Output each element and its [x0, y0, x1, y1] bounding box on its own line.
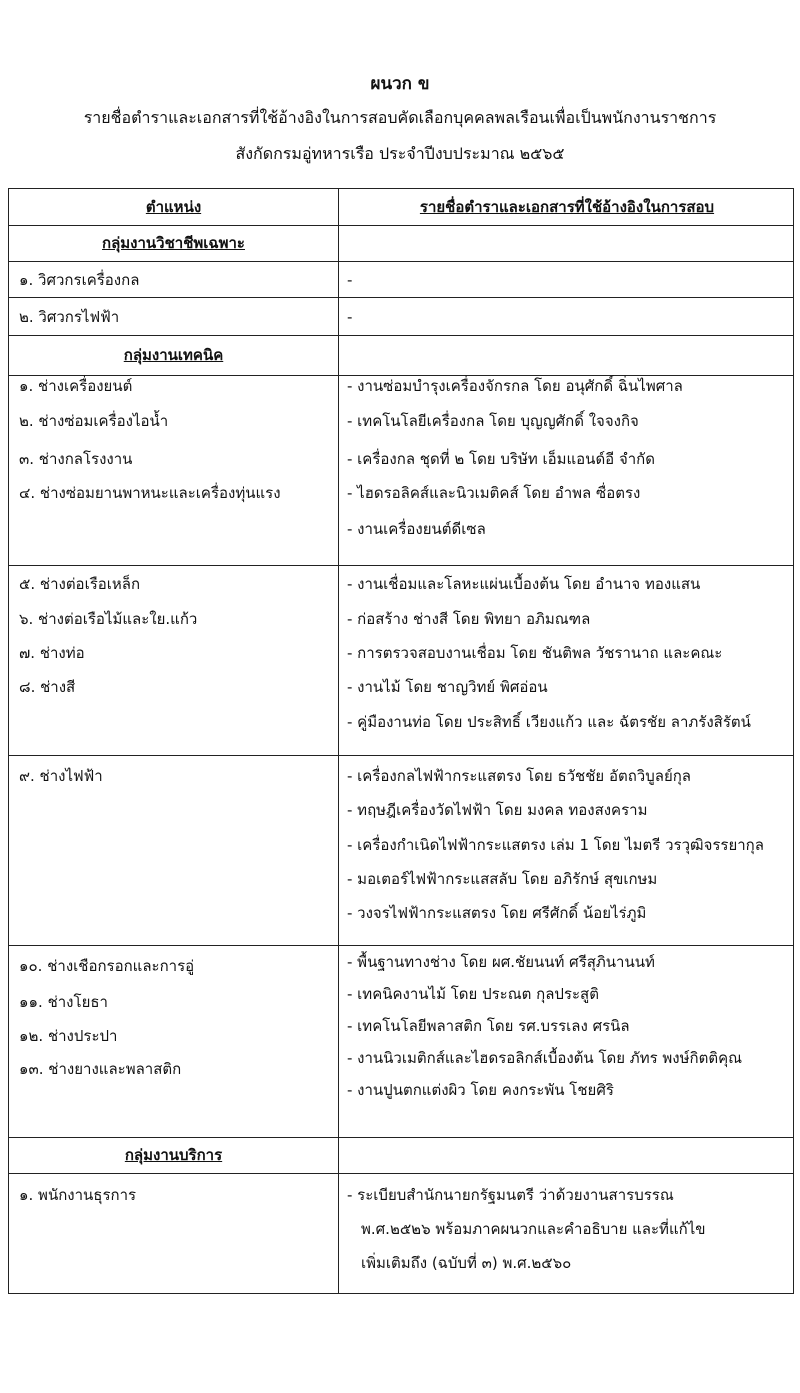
- position-item: ๒. ช่างซ่อมเครื่องไอน้ำ: [19, 412, 169, 430]
- position-item: ๕. ช่างต่อเรือเหล็ก: [19, 575, 141, 593]
- column-header-references: รายชื่อตำราและเอกสารที่ใช้อ้างอิงในการสอบ: [419, 198, 715, 216]
- reference-item: - เครื่องกลไฟฟ้ากระแสตรง โดย ธวัชชัย อัตถวิบูลย์กุล: [347, 767, 692, 785]
- row-divider: [9, 225, 793, 226]
- column-header-position: ตำแหน่ง: [145, 198, 202, 216]
- position-item: ๙. ช่างไฟฟ้า: [19, 767, 103, 785]
- reference-item: - เครื่องกำเนิดไฟฟ้ากระแสตรง เล่ม 1 โดย ไมตรี วรวุฒิจรรยากุล: [347, 836, 764, 854]
- row-divider: [9, 261, 793, 262]
- appendix-title: ผนวก ข: [370, 74, 430, 94]
- row-divider: [9, 755, 793, 756]
- reference-item: - ก่อสร้าง ช่างสี โดย พิทยา อภิมณฑล: [347, 610, 591, 628]
- reference-item: - ไฮดรอลิคส์และนิวเมติคส์ โดย อำพล ซื่อตรง: [347, 484, 641, 502]
- position-item: ๔. ช่างซ่อมยานพาหนะและเครื่องทุ่นแรง: [19, 484, 281, 502]
- reference-item: - วงจรไฟฟ้ากระแสตรง โดย ศรีศักดิ์ น้อยไร่ภูมิ: [347, 904, 647, 922]
- reference-item: - งานเครื่องยนต์ดีเซล: [347, 520, 486, 538]
- reference-item: - มอเตอร์ไฟฟ้ากระแสสลับ โดย อภิรักษ์ สุขเกษม: [347, 870, 658, 888]
- document-subtitle-line2: สังกัดกรมอู่ทหารเรือ ประจำปีงบประมาณ ๒๕๖๕: [235, 144, 565, 163]
- reference-item: - งานไม้ โดย ชาญวิทย์ พิศอ่อน: [347, 678, 548, 696]
- row-divider: [9, 297, 793, 298]
- column-divider: [338, 189, 339, 1293]
- position-item: ๑. วิศวกรเครื่องกล: [19, 271, 140, 289]
- reference-item: - งานนิวเมติกส์และไฮดรอลิกส์เบื้องต้น โดย ภัทร พงษ์กิตติคุณ: [347, 1049, 743, 1067]
- position-item: ๘. ช่างสี: [19, 678, 76, 696]
- reference-item: - งานซ่อมบำรุงเครื่องจักรกล โดย อนุศักดิ์ ฉิ่นไพศาล: [347, 377, 683, 395]
- reference-item: - เทคนิคงานไม้ โดย ประณต กุลประสูติ: [347, 985, 599, 1003]
- reference-item: - งานเชื่อมและโลหะแผ่นเบื้องต้น โดย อำนาจ ทองแสน: [347, 575, 701, 593]
- row-divider: [9, 1137, 793, 1138]
- reference-item: - ระเบียบสำนักนายกรัฐมนตรี ว่าด้วยงานสารบรรณ: [347, 1186, 674, 1204]
- group-heading-professional: กลุ่มงานวิชาชีพเฉพาะ: [102, 234, 245, 252]
- position-item: ๑. พนักงานธุรการ: [19, 1186, 137, 1204]
- reference-item: - ทฤษฎีเครื่องวัดไฟฟ้า โดย มงคล ทองสงคราม: [347, 801, 648, 819]
- reference-item: - งานปูนตกแต่งผิว โดย คงกระพัน โชยศิริ: [347, 1081, 614, 1099]
- position-item: ๑. ช่างเครื่องยนต์: [19, 377, 133, 395]
- row-divider: [9, 1173, 793, 1174]
- reference-item: - พื้นฐานทางช่าง โดย ผศ.ชัยนนท์ ศรีสุภินานนท์: [347, 953, 655, 971]
- document-subtitle-line1: รายชื่อตำราและเอกสารที่ใช้อ้างอิงในการสอบคัดเลือกบุคคลพลเรือนเพื่อเป็นพนักงานราชการ: [83, 108, 717, 127]
- reference-table: [8, 188, 794, 1294]
- position-item: ๑๒. ช่างประปา: [19, 1027, 118, 1045]
- position-item: ๓. ช่างกลโรงงาน: [19, 450, 133, 468]
- reference-item: - เทคโนโลยีพลาสติก โดย รศ.บรรเลง ศรนิล: [347, 1017, 630, 1035]
- reference-item: - คู่มืองานท่อ โดย ประสิทธิ์ เวียงแก้ว และ ฉัตรชัย ลาภรังสิรัตน์: [347, 713, 751, 731]
- position-item: ๒. วิศวกรไฟฟ้า: [19, 308, 120, 326]
- reference-item-continuation: เพิ่มเติมถึง (ฉบับที่ ๓) พ.ศ.๒๕๖๐: [361, 1254, 572, 1272]
- position-item: ๑๓. ช่างยางและพลาสติก: [19, 1060, 182, 1078]
- reference-item: - การตรวจสอบงานเชื่อม โดย ชันติพล วัชรานาถ และคณะ: [347, 644, 723, 662]
- reference-item-continuation: พ.ศ.๒๕๒๖ พร้อมภาคผนวกและคำอธิบาย และที่แก้ไข: [361, 1220, 706, 1238]
- reference-item: -: [347, 271, 353, 289]
- position-item: ๑๐. ช่างเชือกรอกและการอู่: [19, 957, 195, 975]
- reference-item: - เครื่องกล ชุดที่ ๒ โดย บริษัท เอ็มแอนด์อี จำกัด: [347, 450, 655, 468]
- position-item: ๑๑. ช่างโยธา: [19, 993, 108, 1011]
- position-item: ๖. ช่างต่อเรือไม้และใย.แก้ว: [19, 610, 198, 628]
- row-divider: [9, 945, 793, 946]
- row-divider: [9, 335, 793, 336]
- row-divider: [9, 565, 793, 566]
- position-item: ๗. ช่างท่อ: [19, 644, 85, 662]
- reference-item: - เทคโนโลยีเครื่องกล โดย บุญญศักดิ์ ใจจงกิจ: [347, 412, 639, 430]
- group-heading-service: กลุ่มงานบริการ: [124, 1146, 223, 1164]
- reference-item: -: [347, 308, 353, 326]
- group-heading-technical: กลุ่มงานเทคนิค: [123, 346, 224, 364]
